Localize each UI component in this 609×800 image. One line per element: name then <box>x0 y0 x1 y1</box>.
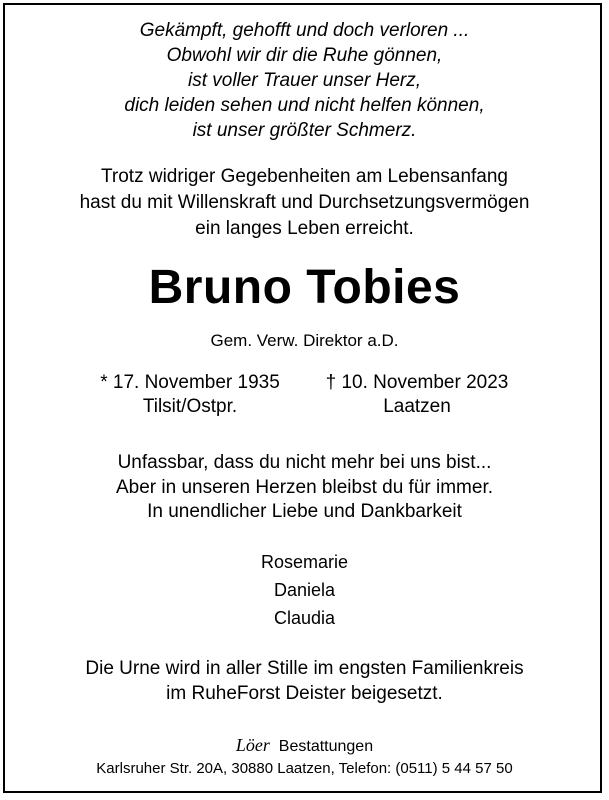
poem-line: ist voller Trauer unser Herz, <box>188 70 421 91</box>
farewell-line: Aber in unseren Herzen bleibst du für immer. <box>115 477 493 498</box>
farewell-line: Unfassbar, dass du nicht mehr bei uns bist... <box>117 452 492 473</box>
poem-line: dich leiden sehen und nicht helfen können, <box>124 95 485 116</box>
funeral-home-logo <box>0 735 609 756</box>
tribute-line: Trotz widriger Gegebenheiten am Lebensanfang <box>101 166 508 187</box>
birth-date: * 17. November 1935 <box>100 372 280 393</box>
mourner-name: Claudia <box>273 608 336 628</box>
tribute-line: ein langes Leben erreicht. <box>195 218 414 239</box>
poem-line: ist unser größter Schmerz. <box>192 120 417 141</box>
funeral-home-address: Karlsruher Str. 20A, 30880 Laatzen, Telefon: (0511) 5 44 57 50 <box>96 760 513 777</box>
burial-line: Die Urne wird in aller Stille im engsten Familienkreis <box>85 658 524 679</box>
tribute-line: hast du mit Willenskraft und Durchsetzungsvermögen <box>79 192 530 213</box>
deceased-title: Gem. Verw. Direktor a.D. <box>210 331 399 350</box>
poem-line: Gekämpft, gehofft und doch verloren ... <box>139 20 470 41</box>
funeral-home-name: Löer <box>235 735 270 755</box>
birth-place: Tilsit/Ostpr. <box>142 396 238 417</box>
farewell-line: In unendlicher Liebe und Dankbarkeit <box>147 501 462 522</box>
burial-line: im RuheForst Deister beigesetzt. <box>166 683 443 704</box>
mourner-name: Daniela <box>273 580 336 600</box>
mourner-name: Rosemarie <box>260 552 349 572</box>
deceased-name: Bruno Tobies <box>148 261 461 314</box>
death-date: † 10. November 2023 <box>325 372 509 393</box>
funeral-home-type: Bestattungen <box>278 738 374 755</box>
poem-line: Obwohl wir dir die Ruhe gönnen, <box>166 45 443 66</box>
death-place: Laatzen <box>383 396 451 417</box>
